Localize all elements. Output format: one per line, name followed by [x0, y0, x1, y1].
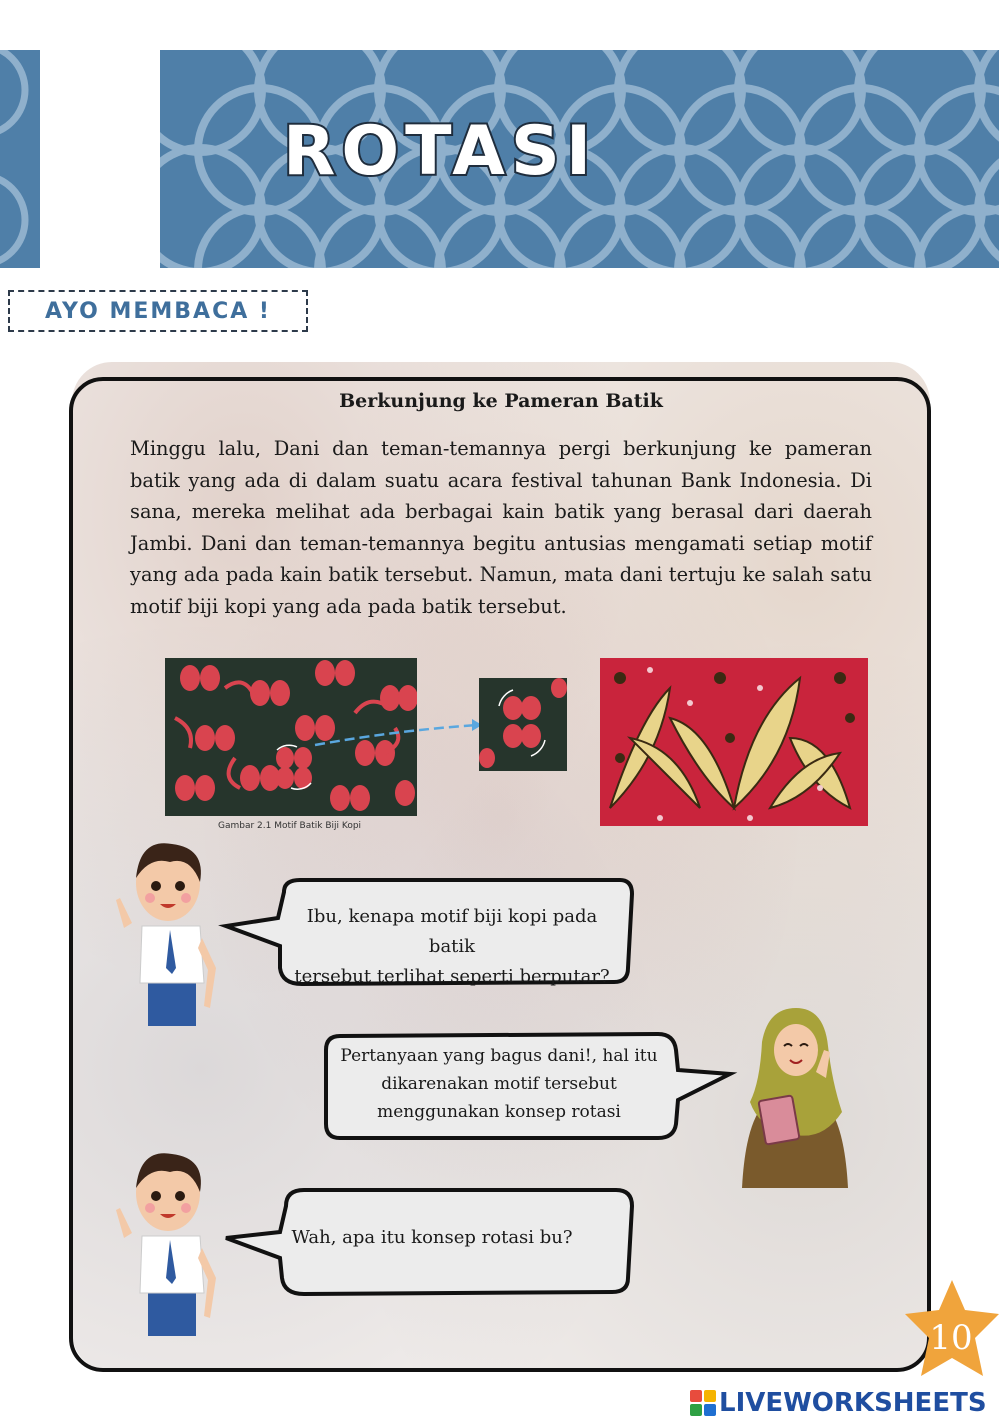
dialogue-2-line-1: Pertanyaan yang bagus dani!, hal itu: [340, 1046, 658, 1066]
story-paragraph: Minggu lalu, Dani dan teman-temannya pergi berkunjung ke pameran batik yang ada di dalam suatu acara festival tahunan Bank Indonesia. Di sana, mereka melihat ada berbagai kain batik yang berasal dari daerah Jambi. Dani dan teman-temannya begitu antusias mengamati setiap motif yang ada pada kain batik tersebut. Namun, mata dani tertuju ke salah satu motif biji kopi yang ada pada batik tersebut.: [130, 437, 872, 618]
page-number: 10: [929, 1318, 973, 1358]
page-title: ROTASI: [283, 112, 598, 191]
batik-pattern: [0, 50, 40, 268]
figure-caption: Gambar 2.1 Motif Batik Biji Kopi: [218, 821, 362, 831]
banner-left-strip: [0, 50, 40, 268]
dialogue-line-1: [282, 902, 622, 992]
story-title: Berkunjung ke Pameran Batik: [339, 390, 663, 412]
liveworksheets-logo-icon: [690, 1390, 716, 1416]
dialogue-1-line-2: tersebut terlihat seperti berputar?: [294, 966, 610, 987]
liveworksheets-watermark: [690, 1386, 987, 1420]
dialogue-line-2: [332, 1042, 666, 1126]
zoom-arrow: [310, 700, 490, 760]
dialogue-2-line-2: dikarenakan motif tersebut: [381, 1074, 617, 1094]
red-batik-image: [600, 658, 868, 826]
watermark-text: LIVEWORKSHEETS: [719, 1388, 987, 1418]
dani-character-illustration-2: [110, 1148, 220, 1338]
coffee-motif-closeup: [479, 678, 567, 771]
section-label: AYO MEMBACA !: [8, 290, 308, 332]
teacher-character-illustration: [732, 1002, 854, 1194]
dialogue-1-line-1: Ibu, kenapa motif biji kopi pada batik: [306, 906, 598, 957]
dialogue-line-3: Wah, apa itu konsep rotasi bu?: [291, 1227, 573, 1248]
dani-character-illustration: [110, 838, 220, 1028]
dialogue-2-line-3: menggunakan konsep rotasi: [377, 1102, 621, 1122]
